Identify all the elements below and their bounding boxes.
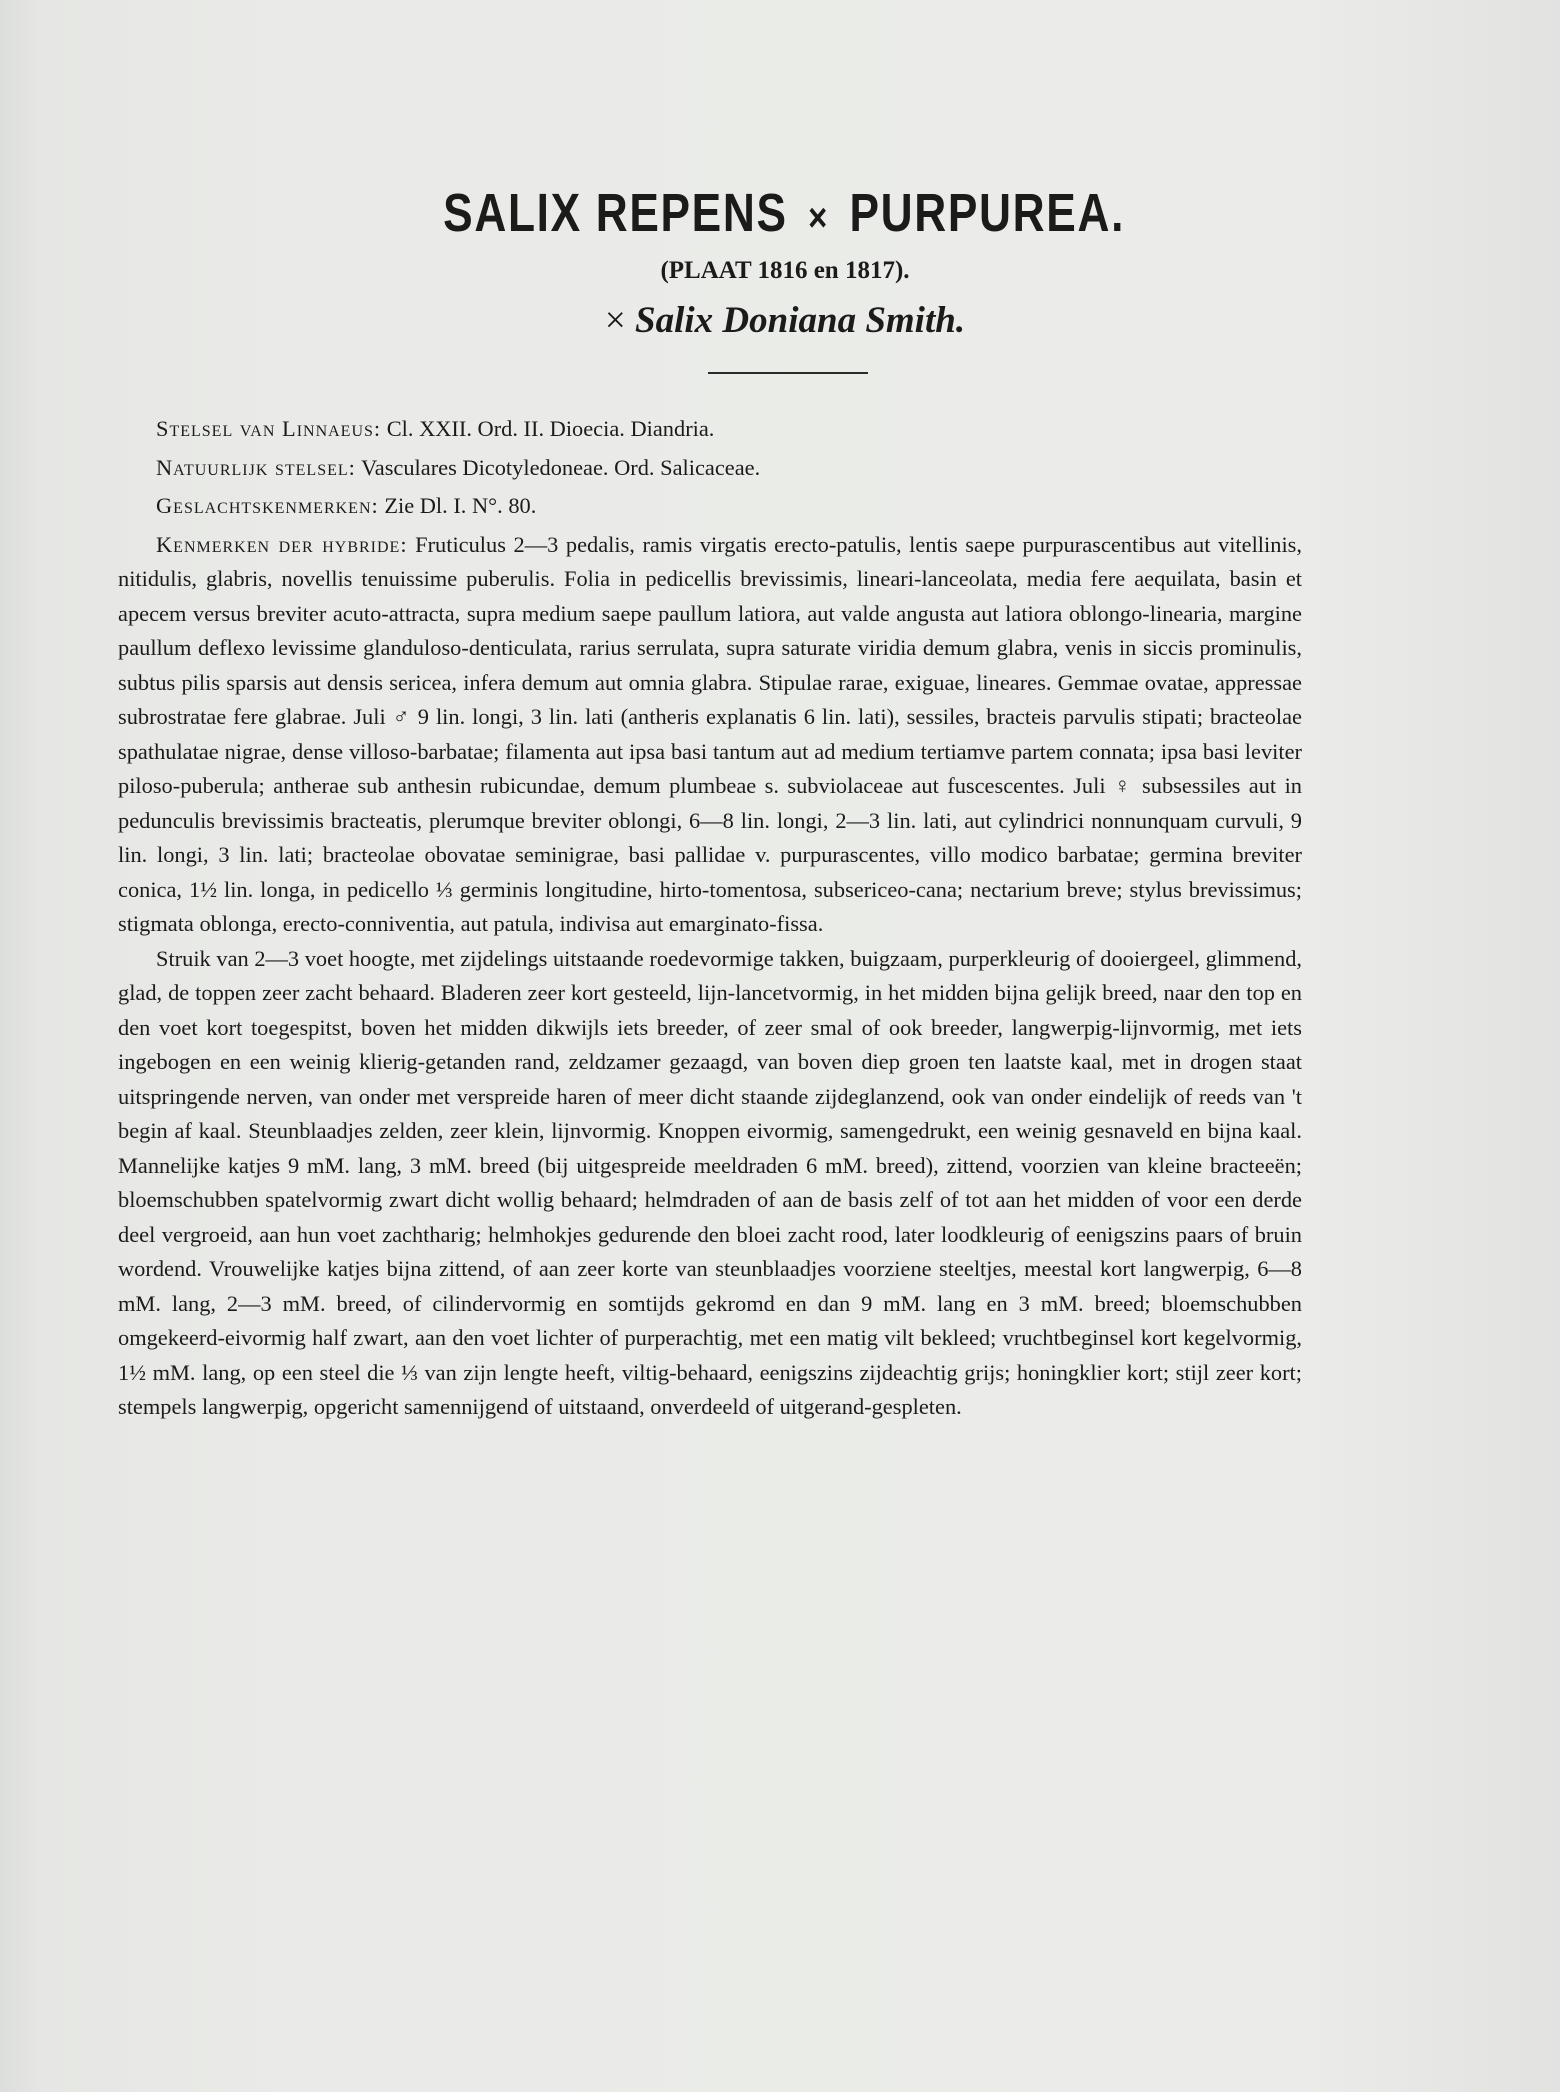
meta-label: Stelsel van Linnaeus: bbox=[156, 416, 382, 441]
synonym bbox=[0, 299, 1560, 342]
meta-genus bbox=[118, 489, 1302, 524]
plate-reference: (PLAAT 1816 en 1817). bbox=[660, 257, 910, 284]
title-left: SALIX REPENS bbox=[443, 183, 788, 243]
meta-linnaeus bbox=[118, 412, 1302, 447]
diagnosis-label: Kenmerken der hybride: bbox=[156, 531, 408, 557]
meta-value: Zie Dl. I. N°. 80. bbox=[378, 493, 537, 518]
meta-value: Cl. XXII. Ord. II. Dioecia. Diandria. bbox=[381, 416, 715, 441]
page-title bbox=[140, 180, 1419, 251]
title-right: PURPUREA. bbox=[849, 183, 1126, 243]
divider bbox=[708, 372, 868, 374]
latin-diagnosis bbox=[118, 528, 1302, 942]
synonym-sign: × bbox=[604, 300, 626, 341]
synonym-name: Salix Doniana Smith. bbox=[635, 300, 966, 341]
meta-label: Geslachtskenmerken: bbox=[156, 493, 379, 518]
header bbox=[0, 180, 1560, 374]
dutch-description: Struik van 2—3 voet hoogte, met zijdelings uitstaande roedevormige takken, buigzaam, purperkleurig of dooiergeel, glimmend, glad, de toppen zeer zacht behaard. Bladeren zeer kort gesteeld, lijn-lancetvormig, in het midden bijna gelijk breed, naar den top en den voet kort toegespitst, boven het midden dikwijls iets breeder, of zeer smal of ook breeder, langwerpig-lijnvormig, met iets ingebogen en een weinig klierig-getanden rand, zeldzamer gezaagd, van boven diep groen ten laatste kaal, met in drogen staat uitspringende nerven, van onder met verspreide haren of meer dicht staande zijdeglanzend, ook van onder eindelijk of reeds van 't begin af kaal. Steunblaadjes zelden, zeer klein, lijnvormig. Knoppen eivormig, samengedrukt, een weinig gesnaveld en bijna kaal. Mannelijke katjes 9 mM. lang, 3 mM. breed (bij uitgespreide meeldraden 6 mM. breed), zittend, voorzien van kleine bracteeën; bloemschubben spatelvormig zwart dicht wollig behaard; helmdraden of aan de basis zelf of tot aan het midden of voor een derde deel vergroeid, aan hun voet zachtharig; helmhokjes gedurende den bloei zacht rood, later loodkleurig of eenigszins paars of bruin wordend. Vrouwelijke katjes bijna zittend, of aan zeer korte van steunblaadjes voorziene steeltjes, meestal kort langwerpig, 6—8 mM. lang, 2—3 mM. breed, of cilindervormig en somtijds gekromd en dan 9 mM. lang en 3 mM. breed; bloemschubben omgekeerd-eivormig half zwart, aan den voet lichter of purperachtig, met een matig vilt bekleed; vruchtbeginsel kort kegelvormig, 1½ mM. lang, op een steel die ⅓ van zijn lengte heeft, viltig-behaard, eenigszins zijdeachtig grijs; honingklier kort; stijl zeer kort; stempels langwerpig, opgericht samennijgend of uitstaand, onverdeeld of uitgerand-gespleten. bbox=[118, 945, 1302, 1419]
meta-natural-system bbox=[118, 451, 1302, 486]
diagnosis-text: Fruticulus 2—3 pedalis, ramis virgatis erecto-patulis, lentis saepe purpurascentibus aut vitellinis, nitidulis, glabris, novellis tenuissime puberulis. Folia in pedicellis brevissimis, lineari-lanceolata, media fere aequilata, basin et apecem versus breviter acuto-attracta, supra medium saepe paullum latiora, aut valde angusta aut latiora oblongo-linearia, margine paullum deflexo levissime glanduloso-denticulata, rarius serrulata, supra saturate viridia demum glabra, venis in siccis prominulis, subtus pilis sparsis aut densis sericea, infera demum aut omnia glabra. Stipulae rarae, exiguae, lineares. Gemmae ovatae, appressae subrostratae fere glabrae. Juli ♂ 9 lin. longi, 3 lin. lati (antheris explanatis 6 lin. lati), sessiles, bracteis parvulis stipati; bracteolae spathulatae nigrae, dense villoso-barbatae; filamenta aut ipsa basi tantum aut ad medium tertiamve partem connata; ipsa basi leviter piloso-puberula; antherae sub anthesin rubicundae, demum plumbeae s. subviolaceae aut fuscescentes. Juli ♀ subsessiles aut in pedunculis brevissimis bracteatis, plerumque breviter oblongi, 6—8 lin. longi, 2—3 lin. lati, aut cylindrici nonnunquam curvuli, 9 lin. longi, 3 lin. lati; bracteolae obovatae seminigrae, basi pallidae v. purpurascentes, villo modico barbatae; germina breviter conica, 1½ lin. longa, in pedicello ⅓ germinis longitudine, hirto-tomentosa, subsericeo-cana; nectarium breve; stylus brevissimus; stigmata oblonga, erecto-conniventia, aut patula, indivisa aut emarginato-fissa. bbox=[118, 531, 1302, 936]
hybrid-sign: × bbox=[808, 196, 829, 240]
meta-value: Vasculares Dicotyledoneae. Ord. Salicaceae. bbox=[355, 454, 761, 480]
body-text bbox=[118, 412, 1302, 1425]
meta-label: Natuurlijk stelsel: bbox=[156, 454, 356, 480]
